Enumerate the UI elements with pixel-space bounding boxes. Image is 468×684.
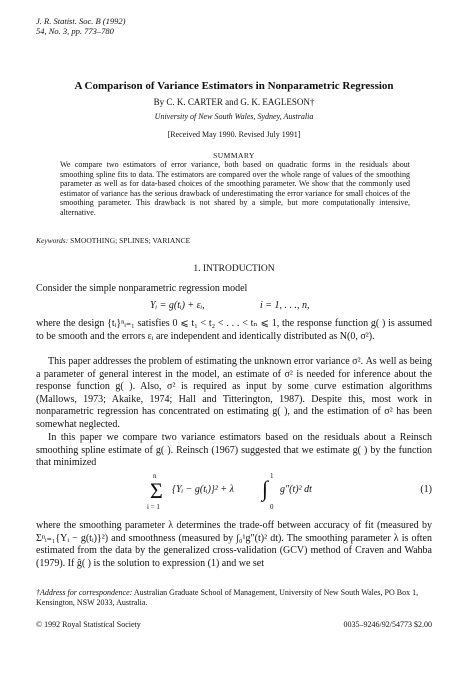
paragraph-4: In this paper we compare two variance estimators based on the residuals about a Reinsch smoothing spline estimate of g( ). Reinsch (1967) suggested that we estimate g( ) by the function that minimized	[36, 432, 432, 469]
footnote-text: Australian Graduate School of Management, University of New South Wales, PO Box 1, Kensington, NSW 2033, Australia.	[36, 588, 419, 607]
paper-title: A Comparison of Variance Estimators in Nonparametric Regression	[74, 80, 394, 92]
journal-line-2: 54, No. 3, pp. 773–780	[36, 26, 114, 36]
equation-2-int-lower: 0	[270, 503, 274, 511]
footnote-label: †Address for correspondence:	[36, 588, 133, 597]
keywords	[36, 236, 190, 245]
equation-2-integral-sign: ∫	[262, 476, 269, 501]
equation-2-sum-sign: Σ	[150, 478, 163, 503]
journal-citation	[36, 16, 125, 36]
copyright: © 1992 Royal Statistical Society	[36, 620, 141, 629]
section-heading: 1. INTRODUCTION	[193, 264, 275, 274]
keywords-label: Keywords:	[36, 236, 69, 245]
equation-2-number: (1)	[420, 484, 432, 495]
journal-line-1: J. R. Statist. Soc. B (1992)	[36, 16, 126, 26]
summary-heading: SUMMARY	[213, 151, 255, 160]
equation-1-right: i = 1, . . ., n,	[260, 300, 310, 311]
equation-2-sum-upper: n	[153, 472, 157, 480]
received-dates: [Received May 1990. Revised July 1991]	[167, 130, 301, 139]
paragraph-1: Consider the simple nonparametric regression model	[36, 283, 248, 294]
equation-2-tail: g″(t)² dt	[280, 484, 312, 495]
paragraph-2: where the design {tᵢ}ⁿᵢ₌₁ satisfies 0 ⩽ t₁ < t₂ < . . . < tₙ ⩽ 1, the response function g( ) is assumed to be smooth and the errors εᵢ are independent and identically distributed as N(0, σ²).	[36, 318, 432, 342]
equation-2-sum-lower: i = 1	[147, 503, 160, 511]
footnote	[36, 588, 432, 608]
summary-text: We compare two estimators of error variance, both based on quadratic forms in the residuals about smoothing spline fits to data. The estimators are compared over the whole range of values of the smoothing parameter as well as for data-based choices of the smoothing parameter. We show that the commonly used estimator of variance has the serious drawback of underestimating the error variance for small choices of the smoothing parameter. This drawback is not shared by a simple, but more computationally intensive, alternative.	[60, 160, 410, 217]
issn-code: 0035–9246/92/54773 $2.00	[343, 620, 432, 629]
keywords-text: SMOOTHING; SPLINES; VARIANCE	[70, 236, 191, 245]
equation-2-body: {Yᵢ − g(tᵢ)}² + λ	[172, 484, 234, 495]
paper-authors: By C. K. CARTER and G. K. EAGLESON†	[153, 97, 315, 107]
paragraph-5: where the smoothing parameter λ determines the trade-off between accuracy of fit (measured by Σⁿᵢ₌₁{Yᵢ − g(tᵢ)}²) and smoothness (measured by ∫₀¹g″(t)² dt). The smoothing parameter λ is often estimated from the data by the generalized cross-validation (GCV) method of Craven and Wahba (1979). If ĝ( ) is the solution to expression (1) and we set	[36, 520, 432, 569]
equation-2	[147, 472, 350, 512]
paragraph-3: This paper addresses the problem of estimating the unknown error variance σ². As well as being a parameter of general interest in the model, an estimate of σ² is needed for inference about the response function g( ). Also, σ² is required as input by some curve estimation algorithms (Mallows, 1973; Akaike, 1974; Hall and Titterington, 1987). Despite this, most work in nonparametric regression has concentrated on estimating g( ), and the estimation of σ² has been somewhat neglected.	[36, 356, 432, 430]
equation-2-int-upper: 1	[270, 472, 274, 480]
paper-affiliation: University of New South Wales, Sydney, Australia	[154, 112, 314, 121]
equation-1-left: Yᵢ = g(tᵢ) + εᵢ,	[150, 300, 205, 311]
